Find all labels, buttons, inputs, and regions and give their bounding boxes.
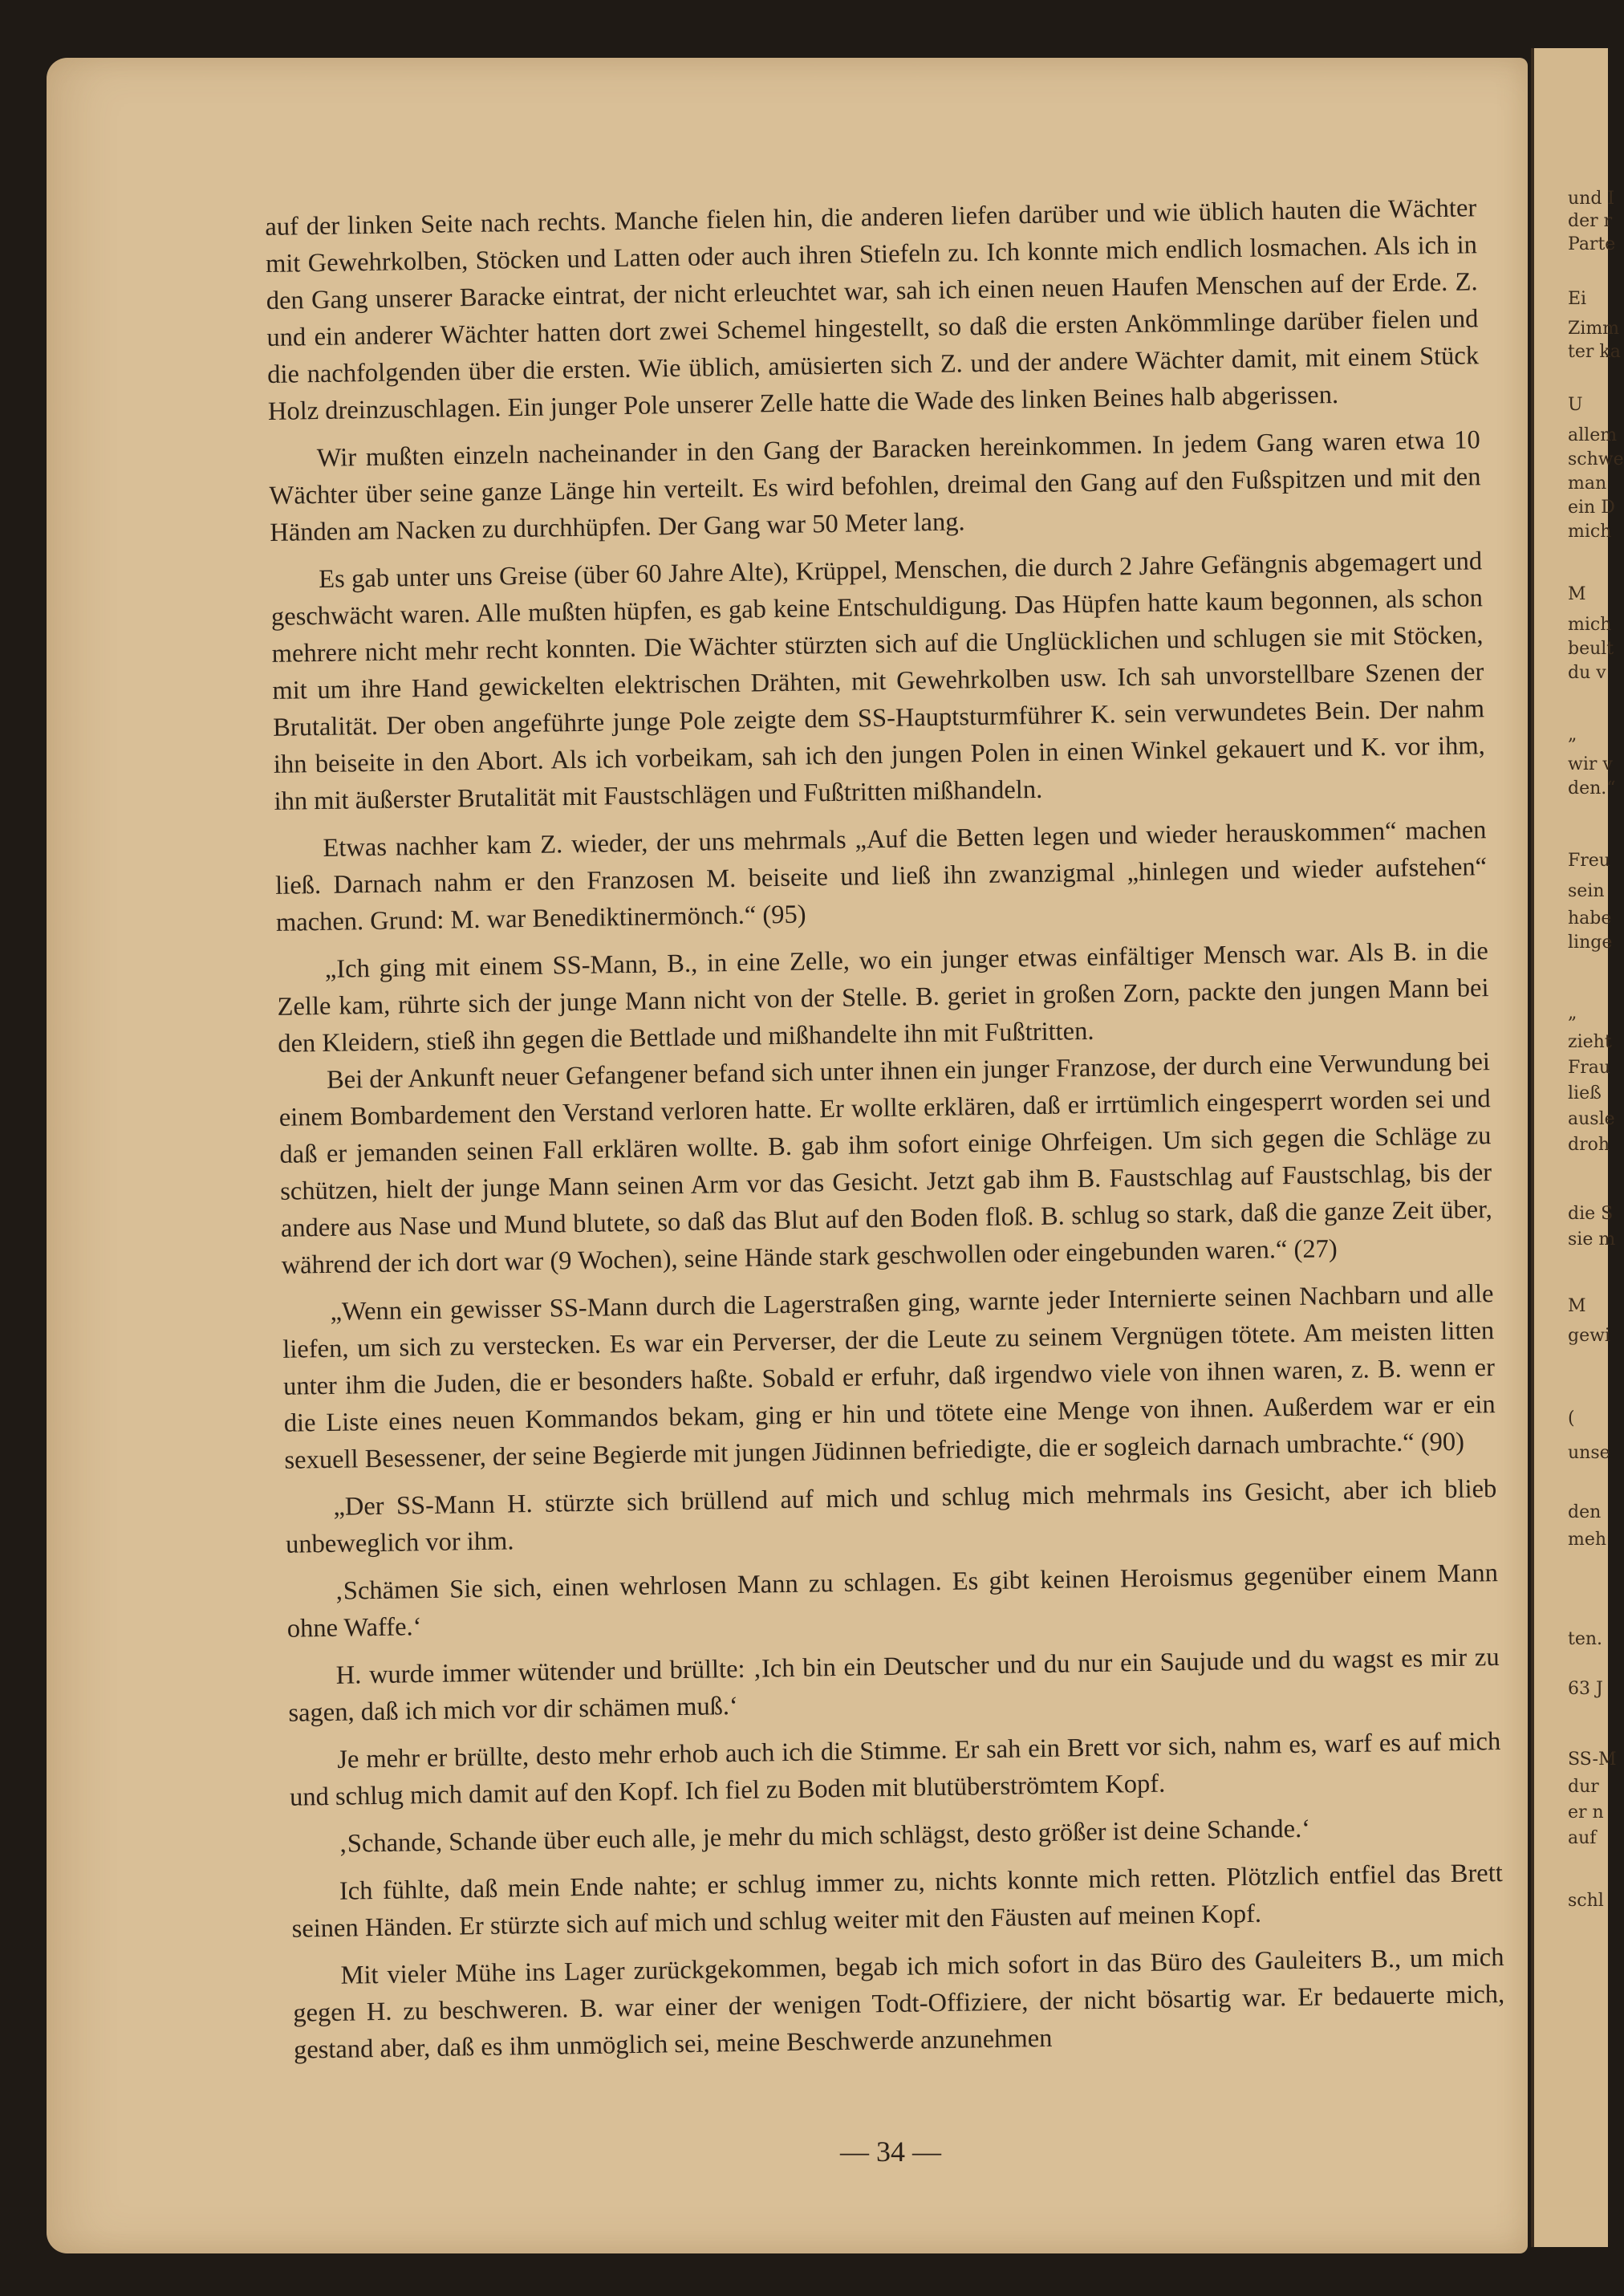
paragraph: Es gab unter uns Greise (über 60 Jahre Alte), Krüppel, Menschen, die durch 2 Jahre Gefängnis abgemagert und geschwächt waren. Alle mußten hüpfen, es gab keine Entschuldigung. Das Hüpfen hatte kaum begonnen, als schon mehrere nicht mehr recht konnten. Die Wächter stürzten sich auf die Unglücklichen und schlugen sie mit Stöcken, mit um ihre Hand gewickelten elektrischen Drähten, mit Gewehrkolben usw. Ich sah unvorstellbare Szenen der Brutalität. Der oben angeführte junge Pole zeigte dem SS-Hauptsturmführer K. sein verwundetes Bein. Der nahm ihn beiseite in den Abort. Als ich vorbeikam, sah ich den jungen Polen in einen Winkel gekauert und K. vor ihm, ihn mit äußerster Brutalität mit Faustschlägen und Fußtritten mißhandeln. — [270, 547, 1485, 816]
adjacent-page-fragment: M — [1568, 584, 1586, 604]
adjacent-page-fragment: Freu — [1568, 851, 1610, 871]
adjacent-page-fragment: habe — [1568, 908, 1612, 929]
adjacent-page-fragment: allem — [1568, 425, 1618, 445]
adjacent-page-fragment: ter ka — [1568, 342, 1621, 362]
paragraph: ‚Schande, Schande über euch alle, je mehr du mich schlägst, desto größer ist deine Schande.‘ — [338, 1814, 1311, 1859]
paragraph: „Der SS-Mann H. stürzte sich brüllend auf mich und schlug mich mehrmals ins Gesicht, aber ich blieb unbeweglich vor ihm. — [285, 1474, 1497, 1559]
page-number: — 34 — — [840, 2135, 941, 2168]
adjacent-page-fragment: die S — [1568, 1204, 1614, 1224]
adjacent-page-fragment: den.“ — [1568, 778, 1616, 799]
paragraph: Etwas nachher kam Z. wieder, der uns mehrmals „Auf die Betten legen und wieder herauskommen“ machen ließ. Darnach nahm er den Franzosen M. beiseite und ließ ihn zwanzigmal „hinlegen und wieder aufstehen“ machen. Grund: M. war Benediktinermönch.“ (95) — [274, 815, 1488, 937]
adjacent-page-fragment: gewi — [1568, 1326, 1610, 1346]
adjacent-page-fragment: ten. — [1568, 1629, 1603, 1649]
adjacent-page-fragment: schl — [1568, 1891, 1604, 1911]
paragraph: Ich fühlte, daß mein Ende nahte; er schlug immer zu, nichts konnte mich retten. Plötzlich entfiel das Brett seinen Händen. Er stürzte sich auf mich und schlug weiter mit den Fäusten auf meinen Kopf. — [291, 1859, 1504, 1944]
adjacent-page-fragment: ausle — [1568, 1109, 1615, 1129]
adjacent-page-fragment: 63 J — [1568, 1679, 1603, 1699]
adjacent-page-fragment: „ — [1568, 1003, 1577, 1023]
paragraph: „Wenn ein gewisser SS-Mann durch die Lagerstraßen ging, warnte jeder Internierte seinen Nachbarn und alle liefen, um sich zu verstecken. Es war ein Perverser, der die Leute zu seinem Vergnügen tötete. Am meisten litten unter ihm die Juden, die er besonders haßte. Sobald er erfuhr, daß irgendwo viele von ihnen waren, z. B. wenn er die Liste eines neuen Kommandos bekam, ging er hin und tötete eine Menge von ihnen. Außerdem war er ein sexuell Besessener, der seine Begierde mit jungen Jüdinnen befriedigte, die er sogleich darnach umbrachte.“ (90) — [282, 1279, 1496, 1475]
adjacent-page-fragment: dur — [1568, 1777, 1599, 1797]
body-text — [265, 189, 1505, 2079]
paragraph: H. wurde immer wütender und brüllte: ‚Ich bin ein Deutscher und du nur ein Saujude und du wagst es mir zu sagen, daß ich mich vor dir schämen muß.‘ — [288, 1643, 1500, 1728]
adjacent-page-fragment: und I — [1568, 189, 1615, 209]
adjacent-page-fragment: sie m — [1568, 1229, 1616, 1250]
adjacent-page-fragment: beult — [1568, 639, 1614, 659]
adjacent-page-fragment: Zimm — [1568, 319, 1620, 339]
adjacent-page-fragment: ein D — [1568, 498, 1615, 518]
paragraph: Je mehr er brüllte, desto mehr erhob auch ich die Stimme. Er sah ein Brett vor sich, nahm es, warf es auf mich und schlug mich damit auf den Kopf. Ich fiel zu Boden mit blutüberströmtem Kopf. — [289, 1727, 1501, 1812]
adjacent-page-fragment: zieht — [1568, 1032, 1612, 1052]
adjacent-page-fragment: der r — [1568, 211, 1613, 231]
adjacent-page-fragment: auf — [1568, 1828, 1597, 1848]
adjacent-page-fragment: linge — [1568, 933, 1613, 953]
adjacent-page-fragment: M — [1568, 1296, 1586, 1316]
adjacent-page-fragment: droh — [1568, 1135, 1610, 1155]
adjacent-page-fragment: ( — [1568, 1408, 1575, 1428]
adjacent-page-fragment: SS-M — [1568, 1749, 1617, 1770]
adjacent-page-fragment: den — [1568, 1502, 1602, 1522]
paragraph: Wir mußten einzeln nacheinander in den Gang der Baracken hereinkommen. In jedem Gang waren etwa 10 Wächter über seine ganze Länge hin verteilt. Es wird befohlen, dreimal den Gang auf den Fußspitzen und mit den Händen am Nacken zu durchhüpfen. Der Gang war 50 Meter lang. — [269, 425, 1481, 547]
paragraph: „Ich ging mit einem SS-Mann, B., in eine Zelle, wo ein junger etwas einfältiger Mensch war. Als B. in die Zelle kam, rührte sich der junge Mann nicht von der Stelle. B. geriet in großen Zorn, packte den jungen Mann bei den Kleidern, stieß ihn gegen die Bettlade und mißhandelte ihn mit Fußtritten. — [277, 937, 1489, 1059]
adjacent-page-fragment: sein — [1568, 881, 1605, 901]
paragraph: Mit vieler Mühe ins Lager zurückgekommen, begab ich mich sofort in das Büro des Gauleiters B., um mich gegen H. zu beschweren. B. war einer der wenigen Todt-Offiziere, der nicht bösartig war. Er bedauerte mich, gestand aber, daß es ihm unmöglich sei, meine Beschwerde anzunehmen — [293, 1943, 1505, 2065]
adjacent-page-fragment: unse — [1568, 1443, 1610, 1463]
adjacent-page-fragment: wir v — [1568, 754, 1613, 774]
paragraph: auf der linken Seite nach rechts. Manche fielen hin, die anderen liefen darüber und wie üblich hauten die Wächter mit Gewehrkolben, Stöcken und Latten oder auch ihren Stiefeln zu. Ich konnte mich endlich losmachen. Als ich in den Gang unserer Baracke eintrat, der nicht erleuchtet war, sah ich einen neuen Haufen Menschen auf der Erde. Z. und ein anderer Wächter hatten dort zwei Schemel hingestellt, so daß die ersten Ankömmlinge darüber fielen und die nachfolgenden über die ersten. Wie üblich, amüsierten sich Z. und der andere Wächter damit, mit einem Stück Holz dreinzuschlagen. Ein junger Pole unserer Zelle hatte die Wade des linken Beines halb abgerissen. — [265, 193, 1480, 426]
adjacent-page-fragment: er n — [1568, 1802, 1604, 1823]
adjacent-page-fragment: Parte — [1568, 234, 1616, 254]
adjacent-page-fragment: du v — [1568, 663, 1606, 683]
adjacent-page-fragment: ließ — [1568, 1083, 1602, 1103]
adjacent-page-fragment: man — [1568, 473, 1607, 494]
adjacent-page-fragment: Ei — [1568, 289, 1587, 309]
paragraph: ‚Schämen Sie sich, einen wehrlosen Mann zu schlagen. Es gibt keinen Heroismus gegenüber einem Mann ohne Waffe.‘ — [286, 1558, 1499, 1644]
adjacent-page-fragment: mich — [1568, 522, 1612, 542]
adjacent-page-fragment: meh — [1568, 1530, 1607, 1550]
paragraph: Bei der Ankunft neuer Gefangener befand sich unter ihnen ein junger Franzose, der durch eine Verwundung bei einem Bombardement den Verstand verloren hatte. Er wollte erklären, daß er irrtümlich eingesperrt worden sei und daß er jemanden seinen Fall erklären wollte. B. gab ihm sofort einige Ohrfeigen. Um sich gegen die Schläge zu schützen, hielt der junge Mann seinen Arm vor das Gesicht. Jetzt gab ihm B. Faustschlag auf Faustschlag, bis der andere aus Nase und Mund blutete, so daß das Blut auf den Boden floß. B. schlug so stark, daß die ganze Zeit über, während der ich dort war (9 Wochen), seine Hände stark geschwollen oder eingebunden waren.“ (27) — [278, 1047, 1493, 1280]
adjacent-page-fragment: mich — [1568, 615, 1612, 635]
adjacent-page-fragment: „ — [1568, 725, 1577, 745]
adjacent-page-fragment: schwe — [1568, 449, 1624, 469]
adjacent-page-fragment: U — [1568, 395, 1583, 415]
adjacent-page-fragment: Frau — [1568, 1058, 1611, 1078]
adjacent-page-edge — [1531, 48, 1624, 2247]
